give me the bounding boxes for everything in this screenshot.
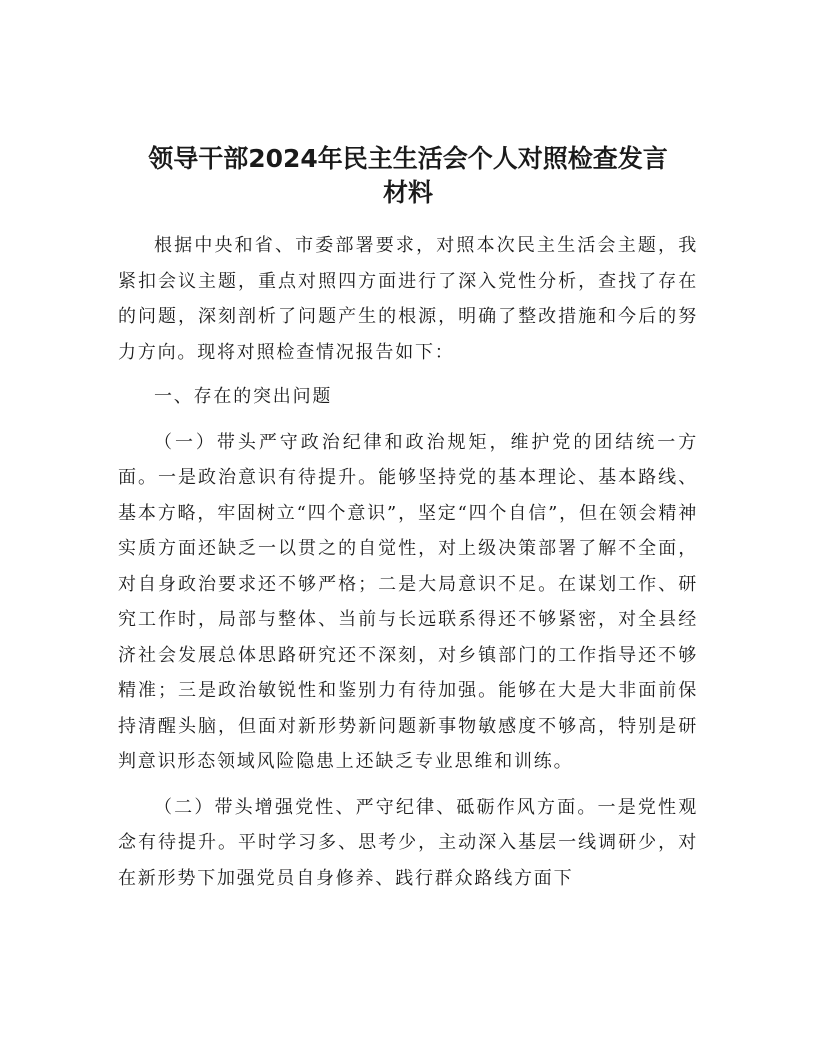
document-body <box>118 228 698 896</box>
section-heading: 一、存在的突出问题 <box>154 386 333 407</box>
title-line-2: 材料 <box>382 178 433 207</box>
title-line-1: 领导干部2024年民主生活会个人对照检查发言 <box>148 144 668 173</box>
document-title <box>100 142 716 210</box>
subsection-2-paragraph: （二）带头增强党性、严守纪律、砥砺作风方面。一是党性观念有待提升。平时学习多、思考少，主动深入基层一线调研少，对在新形势下加强党员自身修养、践行群众路线方面下 <box>118 796 698 889</box>
intro-paragraph: 根据中央和省、市委部署要求，对照本次民主生活会主题，我紧扣会议主题，重点对照四方面进行了深入党性分析，查找了存在的问题，深刻剖析了问题产生的根源，明确了整改措施和今后的努力方向。现将对照检查情况报告如下： <box>118 235 698 363</box>
subsection-1-paragraph: （一）带头严守政治纪律和政治规矩，维护党的团结统一方面。一是政治意识有待提升。能够坚持党的基本理论、基本路线、基本方略，牢固树立“四个意识”，坚定“四个自信”，但在领会精神实质方面还缺乏一以贯之的自觉性，对上级决策部署了解不全面，对自身政治要求还不够严格；二是大局意识不足。在谋划工作、研究工作时，局部与整体、当前与长远联系得还不够紧密，对全县经济社会发展总体思路研究还不深刻，对乡镇部门的工作指导还不够精准；三是政治敏锐性和鉴别力有待加强。能够在大是大非面前保持清醒头脑，但面对新形势新问题新事物敏感度不够高，特别是研判意识形态领域风险隐患上还缺乏专业思维和训练。 <box>118 431 698 772</box>
